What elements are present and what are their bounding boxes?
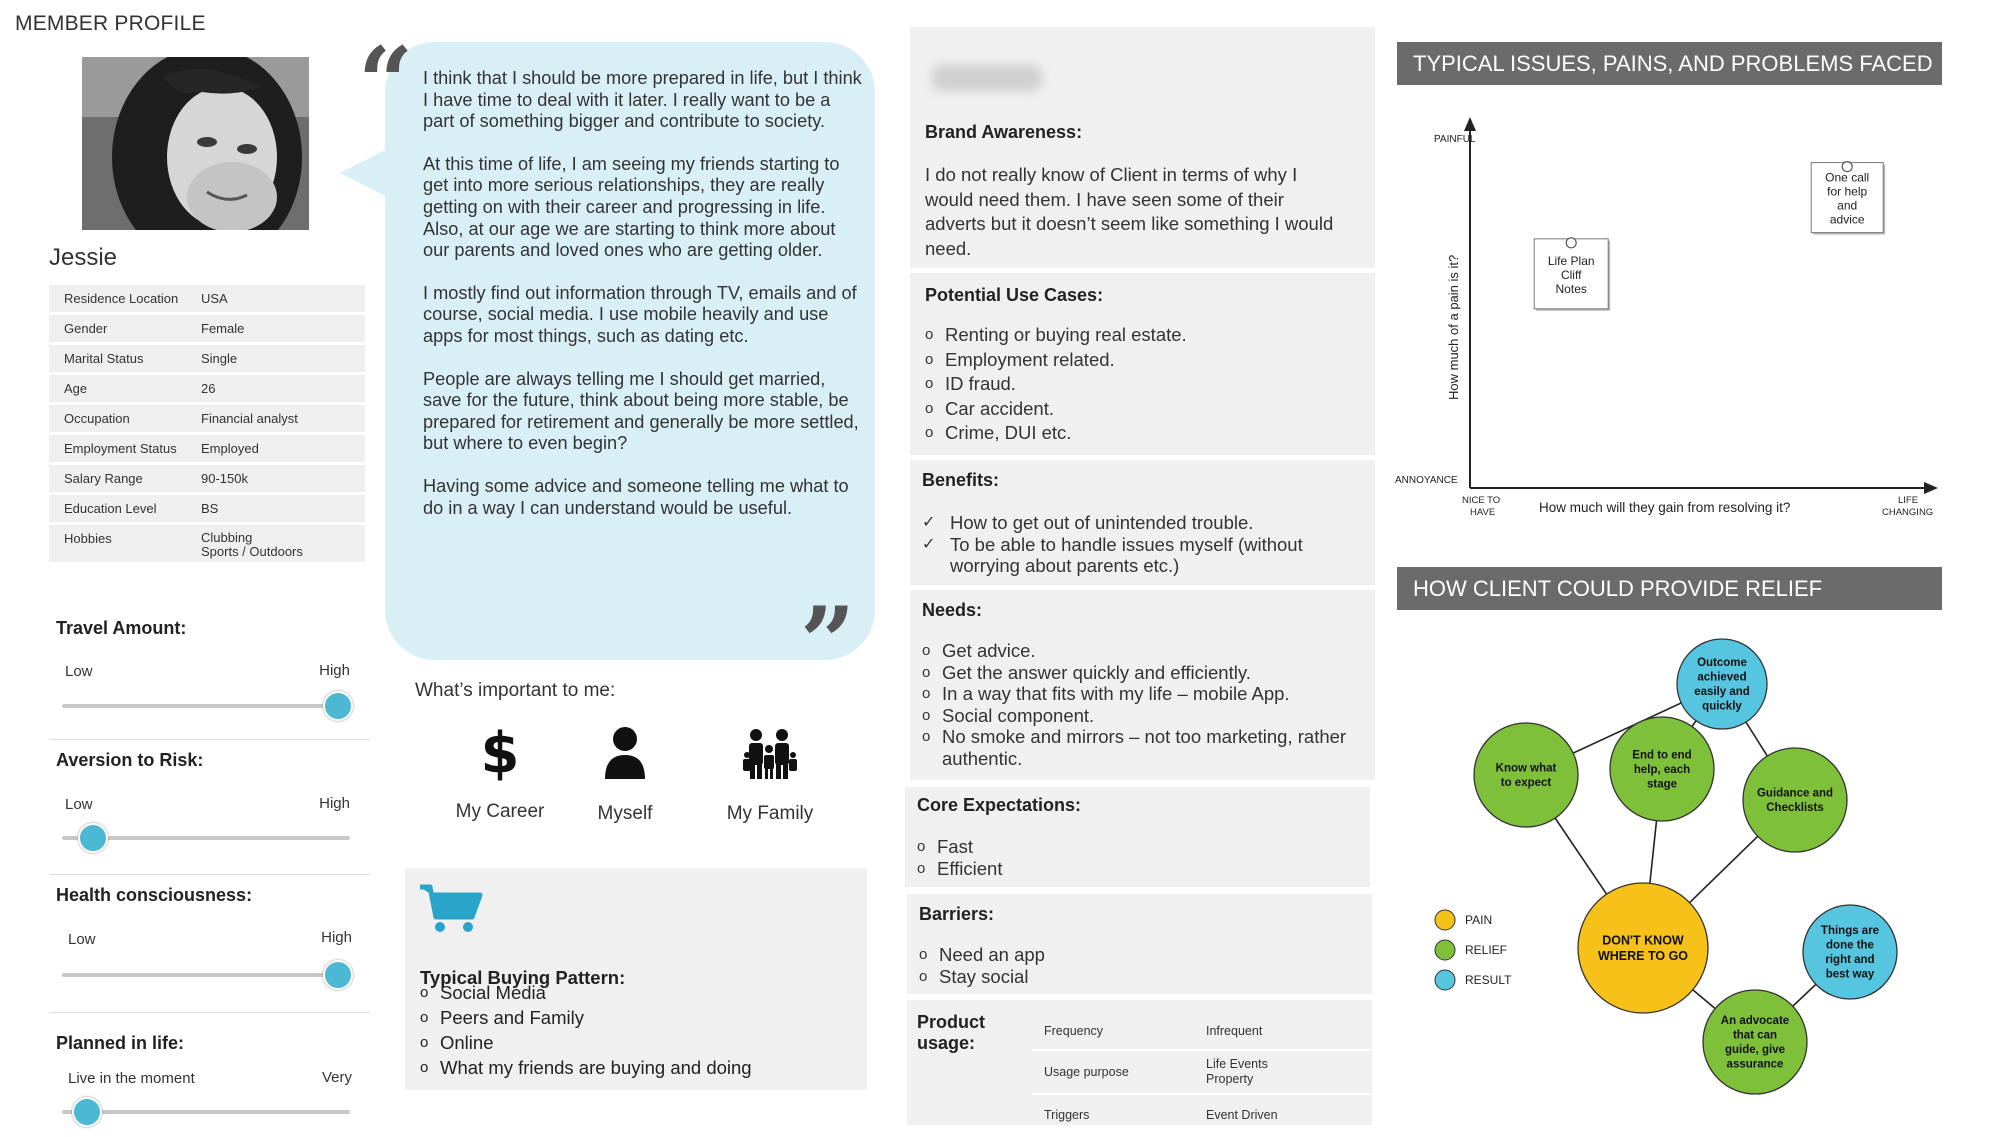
barriers-title: Barriers:	[919, 904, 995, 924]
y-bottom-label: ANNOYANCE	[1395, 475, 1458, 486]
table-row	[49, 464, 365, 494]
node-text: best way	[1825, 968, 1875, 981]
note-text: Life Plan	[1547, 253, 1595, 268]
person-icon	[603, 725, 647, 781]
important-career	[440, 721, 560, 823]
relief-legend	[1435, 910, 1512, 990]
y-axis-arrow	[1464, 117, 1476, 131]
usage-key: Usage purpose	[1032, 1050, 1194, 1094]
sticky-note	[1811, 162, 1885, 235]
list-item: o Fast	[917, 836, 1002, 858]
note-text: Notes	[1555, 281, 1587, 296]
list-item: o Stay social	[919, 966, 1045, 988]
needs-panel	[910, 590, 1375, 780]
relief-node-things	[1803, 905, 1897, 999]
slider-high-label: Very	[321, 1069, 352, 1086]
usage-value	[1194, 1050, 1370, 1094]
slider-high-label: High	[321, 929, 352, 946]
list-item: o What my friends are buying and doing	[420, 1055, 752, 1080]
note-text: advice	[1829, 212, 1865, 227]
table-row	[49, 434, 365, 464]
attr-value: USA	[201, 285, 365, 314]
portrait-image	[82, 57, 309, 230]
legend-item	[1435, 940, 1507, 960]
list-item: o Get the answer quickly and efficiently.	[922, 662, 1362, 684]
important-family	[705, 725, 835, 825]
slider-knob[interactable]	[72, 1097, 102, 1127]
list-item: o Efficient	[917, 858, 1002, 880]
table-row	[49, 374, 365, 404]
legend-swatch	[1435, 940, 1455, 960]
usage-value: Event Driven	[1194, 1094, 1370, 1136]
node-text: Things are	[1820, 925, 1880, 938]
note-text: One call	[1825, 170, 1870, 185]
usage-value-line: Life Events	[1206, 1057, 1268, 1071]
attr-key: Age	[49, 374, 201, 404]
usage-key: Triggers	[1032, 1094, 1194, 1136]
y-axis-title: How much of a pain is it?	[1446, 254, 1461, 400]
hobby-1: Clubbing	[201, 530, 253, 545]
list-item: o Crime, DUI etc.	[925, 421, 1187, 446]
legend-swatch	[1435, 970, 1455, 990]
slider-low-label: Low	[68, 931, 96, 948]
quote-paragraph: At this time of life, I am seeing my friends starting to get into more serious relationships, they are really getting on with their career and progressing in life. Also, at our age we are starting to think more about our parents and loved ones who are getting older.	[423, 153, 840, 261]
slider-label: Travel Amount:	[56, 618, 187, 638]
benefits-list	[922, 512, 1362, 577]
attr-key: Occupation	[49, 404, 201, 434]
relief-node-know	[1474, 723, 1578, 827]
use-cases-panel	[910, 273, 1375, 455]
family-icon	[742, 725, 798, 781]
quote-paragraph: Having some advice and someone telling me what to do in a way I can understand would be useful.	[423, 475, 849, 518]
node-text: right and	[1825, 954, 1875, 967]
important-myself	[570, 725, 680, 825]
attr-key: Hobbies	[49, 524, 201, 564]
node-text: DON'T KNOW	[1602, 933, 1684, 948]
legend-swatch	[1435, 910, 1455, 930]
slider-track[interactable]	[62, 973, 350, 977]
list-item: o Social Media	[420, 980, 752, 1005]
attr-key: Residence Location	[49, 285, 201, 314]
node-text: WHERE TO GO	[1597, 948, 1689, 963]
x-axis-title: How much will they gain from resolving it?	[1539, 500, 1791, 515]
node-text: achieved	[1697, 671, 1747, 684]
important-label: My Family	[726, 803, 814, 824]
core-title: Core Expectations:	[917, 795, 1082, 815]
benefits-title: Benefits:	[922, 470, 1000, 490]
needs-title: Needs:	[922, 600, 983, 620]
brand-awareness-panel	[910, 27, 1375, 268]
attr-value: Financial analyst	[201, 404, 365, 434]
sticky-note	[1534, 238, 1610, 311]
list-item: o ID fraud.	[925, 372, 1187, 397]
slider-label: Aversion to Risk:	[56, 750, 204, 770]
list-item: o In a way that fits with my life – mobile App.	[922, 683, 1362, 705]
table-row	[1032, 1012, 1370, 1050]
attr-value: 90-150k	[201, 464, 365, 494]
blurred-logo	[932, 65, 1042, 91]
x-right-label-line: CHANGING	[1882, 507, 1934, 518]
node-text: stage	[1646, 778, 1678, 791]
x-left-label-line: NICE TO	[1462, 495, 1501, 506]
relief-node-guidance	[1743, 748, 1847, 852]
node-circle	[1703, 990, 1807, 1094]
list-item: o Get advice.	[922, 640, 1362, 662]
attr-key: Employment Status	[49, 434, 201, 464]
node-text: Know what	[1495, 762, 1557, 775]
sticky-notes	[1534, 162, 1885, 311]
list-item: ✓ To be able to handle issues myself (without worrying about parents etc.)	[922, 534, 1362, 577]
y-top-label: PAINFUL	[1434, 134, 1476, 145]
x-left-label-line: HAVE	[1470, 507, 1496, 518]
table-row	[49, 285, 365, 314]
slider-travel	[50, 612, 370, 732]
slider-label: Planned in life:	[56, 1033, 185, 1053]
attr-value: Employed	[201, 434, 365, 464]
slider-knob[interactable]	[323, 960, 353, 990]
legend-item	[1435, 970, 1512, 990]
node-text: guide, give	[1724, 1044, 1786, 1057]
list-item: o Renting or buying real estate.	[925, 323, 1187, 348]
slider-high-label: High	[319, 795, 350, 812]
node-text: that can	[1732, 1029, 1778, 1042]
buying-title: Typical Buying Pattern:	[420, 966, 626, 988]
slider-low-label: Low	[65, 796, 93, 813]
x-axis-arrow	[1924, 482, 1938, 494]
relief-nodes	[1474, 639, 1897, 1094]
needs-list	[922, 640, 1362, 769]
core-list	[917, 836, 1002, 880]
attr-value: BS	[201, 494, 365, 524]
relief-diagram	[1390, 625, 1950, 1120]
list-item: o No smoke and mirrors – not too marketing, rather authentic.	[922, 726, 1362, 769]
relief-header: HOW CLIENT COULD PROVIDE RELIEF	[1397, 567, 1942, 610]
relief-node-advocate	[1703, 990, 1807, 1094]
relief-node-dont	[1578, 883, 1708, 1013]
quote-text	[423, 68, 863, 540]
open-quote-mark: “	[358, 26, 414, 139]
note-text: for help	[1827, 184, 1868, 199]
slider-track[interactable]	[62, 704, 350, 708]
node-text: to expect	[1500, 777, 1552, 790]
core-expectations-panel	[905, 787, 1370, 887]
issues-header: TYPICAL ISSUES, PAINS, AND PROBLEMS FACED	[1397, 42, 1942, 85]
page-title: MEMBER PROFILE	[15, 12, 206, 35]
node-text: Outcome	[1697, 657, 1747, 670]
slider-low-label: Low	[65, 663, 93, 680]
close-quote-mark: ”	[800, 586, 856, 699]
quote-paragraph: I mostly find out information through TV, emails and of course, social media. I use mobile heavily and use apps for most things, such as dating etc.	[423, 282, 857, 346]
benefits-panel	[910, 460, 1375, 585]
attr-key: Marital Status	[49, 344, 201, 374]
brand-title: Brand Awareness:	[925, 122, 1083, 142]
barriers-panel	[907, 894, 1372, 994]
use-cases-title: Potential Use Cases:	[925, 285, 1104, 305]
attr-key: Salary Range	[49, 464, 201, 494]
attr-value: 26	[201, 374, 365, 404]
table-row	[49, 494, 365, 524]
slider-knob[interactable]	[78, 823, 108, 853]
dollar-icon: $	[480, 721, 520, 786]
buying-pattern-panel	[405, 868, 867, 1090]
node-circle	[1803, 905, 1897, 999]
buying-list	[420, 980, 752, 1080]
list-item: o Online	[420, 1030, 752, 1055]
attr-value: Female	[201, 314, 365, 344]
usage-value: Infrequent	[1194, 1012, 1370, 1050]
list-item: o Car accident.	[925, 397, 1187, 422]
table-row	[1032, 1050, 1370, 1094]
note-text: and	[1837, 198, 1858, 213]
relief-node-end	[1610, 717, 1714, 821]
brand-text: I do not really know of Client in terms of why I would need them. I have seen some of their adverts but it doesn’t seem like something I would need.	[925, 164, 1334, 259]
usage-title: Product usage:	[917, 1012, 986, 1053]
node-text: done the	[1826, 939, 1874, 952]
slider-track[interactable]	[62, 1110, 350, 1114]
issues-chart	[1390, 115, 1950, 535]
list-item: o Need an app	[919, 944, 1045, 966]
x-right-label-line: LIFE	[1898, 495, 1919, 506]
usage-key: Frequency	[1032, 1012, 1194, 1050]
table-row	[49, 314, 365, 344]
node-circle	[1743, 748, 1847, 852]
table-row	[49, 524, 365, 564]
attr-key: Gender	[49, 314, 201, 344]
node-text: quickly	[1702, 700, 1742, 713]
profile-photo	[82, 57, 309, 230]
member-name: Jessie	[49, 244, 118, 271]
table-row	[49, 344, 365, 374]
usage-value-line: Property	[1206, 1072, 1254, 1086]
attributes-table	[49, 285, 365, 565]
node-text: Checklists	[1766, 802, 1824, 815]
slider-risk	[50, 744, 370, 864]
table-row	[49, 404, 365, 434]
slider-high-label: High	[319, 662, 350, 679]
legend-label: RESULT	[1465, 973, 1512, 987]
note-text: Cliff	[1560, 267, 1582, 282]
attr-value	[201, 524, 365, 564]
usage-table	[1032, 1012, 1370, 1137]
list-item: o Peers and Family	[420, 1005, 752, 1030]
relief-node-outcome	[1677, 639, 1767, 729]
shopping-cart-icon	[418, 883, 484, 933]
legend-label: PAIN	[1465, 913, 1493, 927]
slider-low-label: Live in the moment	[68, 1070, 195, 1087]
list-item: ✓ How to get out of unintended trouble.	[922, 512, 1362, 534]
node-text: easily and	[1694, 686, 1750, 699]
attr-key: Education Level	[49, 494, 201, 524]
legend-item	[1435, 910, 1492, 930]
node-text: An advocate	[1720, 1015, 1790, 1028]
quote-paragraph: People are always telling me I should get married, save for the future, think about being more stable, be prepared for retirement and generally be more settled, but where to even begin?	[423, 368, 859, 454]
slider-knob[interactable]	[323, 691, 353, 721]
node-circle	[1677, 639, 1767, 729]
node-circle	[1474, 723, 1578, 827]
slider-label: Health consciousness:	[56, 885, 253, 905]
barriers-list	[919, 944, 1045, 988]
node-text: help, each	[1633, 763, 1691, 776]
pin-icon	[1566, 238, 1576, 248]
slider-health	[50, 879, 370, 999]
quote-paragraph: I think that I should be more prepared in life, but I think I have time to deal with it later. I really want to be a part of something bigger and contribute to society.	[423, 68, 862, 132]
list-item: o Employment related.	[925, 348, 1187, 373]
use-cases-list	[925, 323, 1187, 446]
table-row	[1032, 1094, 1370, 1136]
list-item: o Social component.	[922, 705, 1362, 727]
attr-value: Single	[201, 344, 365, 374]
legend-label: RELIEF	[1465, 943, 1508, 957]
node-text: Guidance and	[1756, 787, 1834, 800]
hobby-2: Sports / Outdoors	[201, 544, 303, 559]
node-text: End to end	[1632, 749, 1692, 762]
slider-planned	[50, 1027, 370, 1125]
important-title: What’s important to me:	[415, 680, 616, 701]
node-text: assurance	[1726, 1058, 1784, 1071]
important-label: Myself	[597, 803, 653, 824]
important-label: My Career	[455, 801, 545, 822]
